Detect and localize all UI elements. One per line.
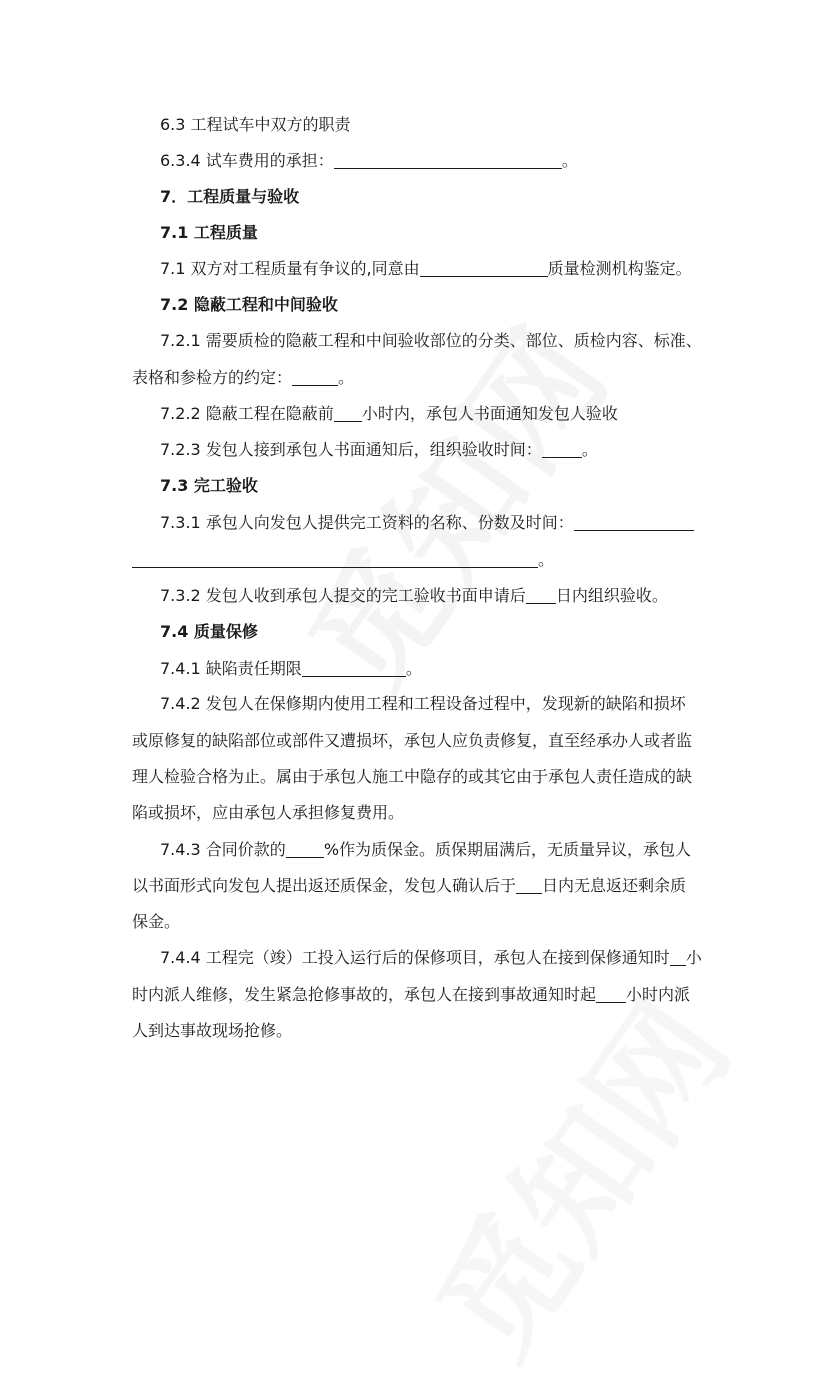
clause-7-1 bbox=[160, 259, 692, 279]
heading-7: 7．工程质量与验收 bbox=[160, 187, 300, 206]
fill-blank[interactable] bbox=[292, 369, 338, 386]
clause-6-3-4 bbox=[160, 151, 578, 171]
clause-text: 。 bbox=[405, 659, 422, 678]
clause-text: 7.2.2 隐蔽工程在隐蔽前 bbox=[160, 404, 334, 423]
clause-7-4-3 bbox=[160, 840, 691, 860]
clause-7-2-3 bbox=[160, 440, 598, 460]
fill-blank[interactable] bbox=[286, 841, 324, 858]
clause-text: %作为质保金。质保期届满后，无质量异议，承包人 bbox=[323, 840, 692, 859]
clause-text: 日内组织验收。 bbox=[555, 586, 668, 605]
clause-text: 7.2.3 发包人接到承包人书面通知后，组织验收时间： bbox=[160, 440, 542, 459]
clause-7-4-2-cont2: 理人检验合格为止。属由于承包人施工中隐存的或其它由于承包人责任造成的缺 bbox=[132, 767, 693, 786]
clause-7-4-4 bbox=[160, 948, 702, 968]
clause-7-4-3-cont2: 保金。 bbox=[132, 912, 181, 931]
clause-text: 小时内，承包人书面通知发包人验收 bbox=[361, 404, 618, 423]
fill-blank[interactable] bbox=[526, 587, 556, 604]
clause-7-4-3-cont1 bbox=[132, 876, 686, 896]
fill-blank[interactable] bbox=[596, 986, 626, 1003]
clause-text: 质量检测机构鉴定。 bbox=[547, 259, 692, 278]
clause-7-3-1-cont bbox=[132, 550, 554, 570]
clause-text: 小 bbox=[685, 948, 702, 967]
fill-blank[interactable] bbox=[542, 441, 582, 458]
clause-text: 日内无息返还剩余质 bbox=[542, 876, 687, 895]
clause-7-4-4-cont2: 人到达事故现场抢修。 bbox=[132, 1021, 293, 1040]
clause-7-3-2 bbox=[160, 586, 668, 606]
clause-text: 。 bbox=[338, 368, 355, 387]
clause-7-4-1 bbox=[160, 659, 422, 679]
clause-7-2-2 bbox=[160, 404, 618, 424]
clause-7-2-1-cont bbox=[132, 368, 354, 388]
clause-7-4-2: 7.4.2 发包人在保修期内使用工程和工程设备过程中，发现新的缺陷和损坏 bbox=[160, 694, 686, 713]
heading-7-3: 7.3 完工验收 bbox=[160, 476, 258, 495]
fill-blank[interactable] bbox=[302, 660, 406, 677]
clause-text: 。 bbox=[538, 550, 555, 569]
clause-text: 7.4.3 合同价款的 bbox=[160, 840, 286, 859]
clause-text: 7.4.1 缺陷责任期限 bbox=[160, 659, 302, 678]
clause-text: 以书面形式向发包人提出返还质保金，发包人确认后于 bbox=[132, 876, 517, 895]
clause-7-4-2-cont1: 或原修复的缺陷部位或部件又遭损坏，承包人应负责修复，直至经承办人或者监 bbox=[132, 731, 693, 750]
clause-text: 。 bbox=[561, 151, 578, 170]
heading-7-2: 7.2 隐蔽工程和中间验收 bbox=[160, 295, 338, 314]
fill-blank[interactable] bbox=[420, 260, 548, 277]
clause-text: 表格和参检方的约定： bbox=[132, 368, 293, 387]
fill-blank[interactable] bbox=[334, 152, 562, 169]
clause-text: 7.1 双方对工程质量有争议的,同意由 bbox=[160, 259, 420, 278]
heading-7-1: 7.1 工程质量 bbox=[160, 223, 258, 242]
fill-blank[interactable] bbox=[516, 877, 542, 894]
fill-blank[interactable] bbox=[334, 405, 362, 422]
clause-text: 7.3.2 发包人收到承包人提交的完工验收书面申请后 bbox=[160, 586, 526, 605]
section-6-3: 6.3 工程试车中双方的职责 bbox=[160, 115, 351, 134]
clause-text: 小时内派 bbox=[626, 985, 691, 1004]
fill-blank[interactable] bbox=[574, 514, 694, 531]
clause-text: 时内派人维修，发生紧急抢修事故的，承包人在接到事故通知时起 bbox=[132, 985, 597, 1004]
clause-7-4-2-cont3: 陷或损坏，应由承包人承担修复费用。 bbox=[132, 803, 405, 822]
fill-blank[interactable] bbox=[132, 551, 538, 568]
clause-text: 7.3.1 承包人向发包人提供完工资料的名称、份数及时间： bbox=[160, 513, 574, 532]
clause-7-4-4-cont1 bbox=[132, 985, 690, 1005]
clause-7-3-1 bbox=[160, 513, 694, 533]
clause-text: 7.4.4 工程完（竣）工投入运行后的保修项目，承包人在接到保修通知时 bbox=[160, 948, 670, 967]
fill-blank[interactable] bbox=[670, 949, 686, 966]
clause-text: 6.3.4 试车费用的承担： bbox=[160, 151, 334, 170]
clause-text: 。 bbox=[581, 440, 598, 459]
clause-7-2-1: 7.2.1 需要质检的隐蔽工程和中间验收部位的分类、部位、质检内容、标准、 bbox=[160, 331, 702, 350]
heading-7-4: 7.4 质量保修 bbox=[160, 622, 258, 641]
